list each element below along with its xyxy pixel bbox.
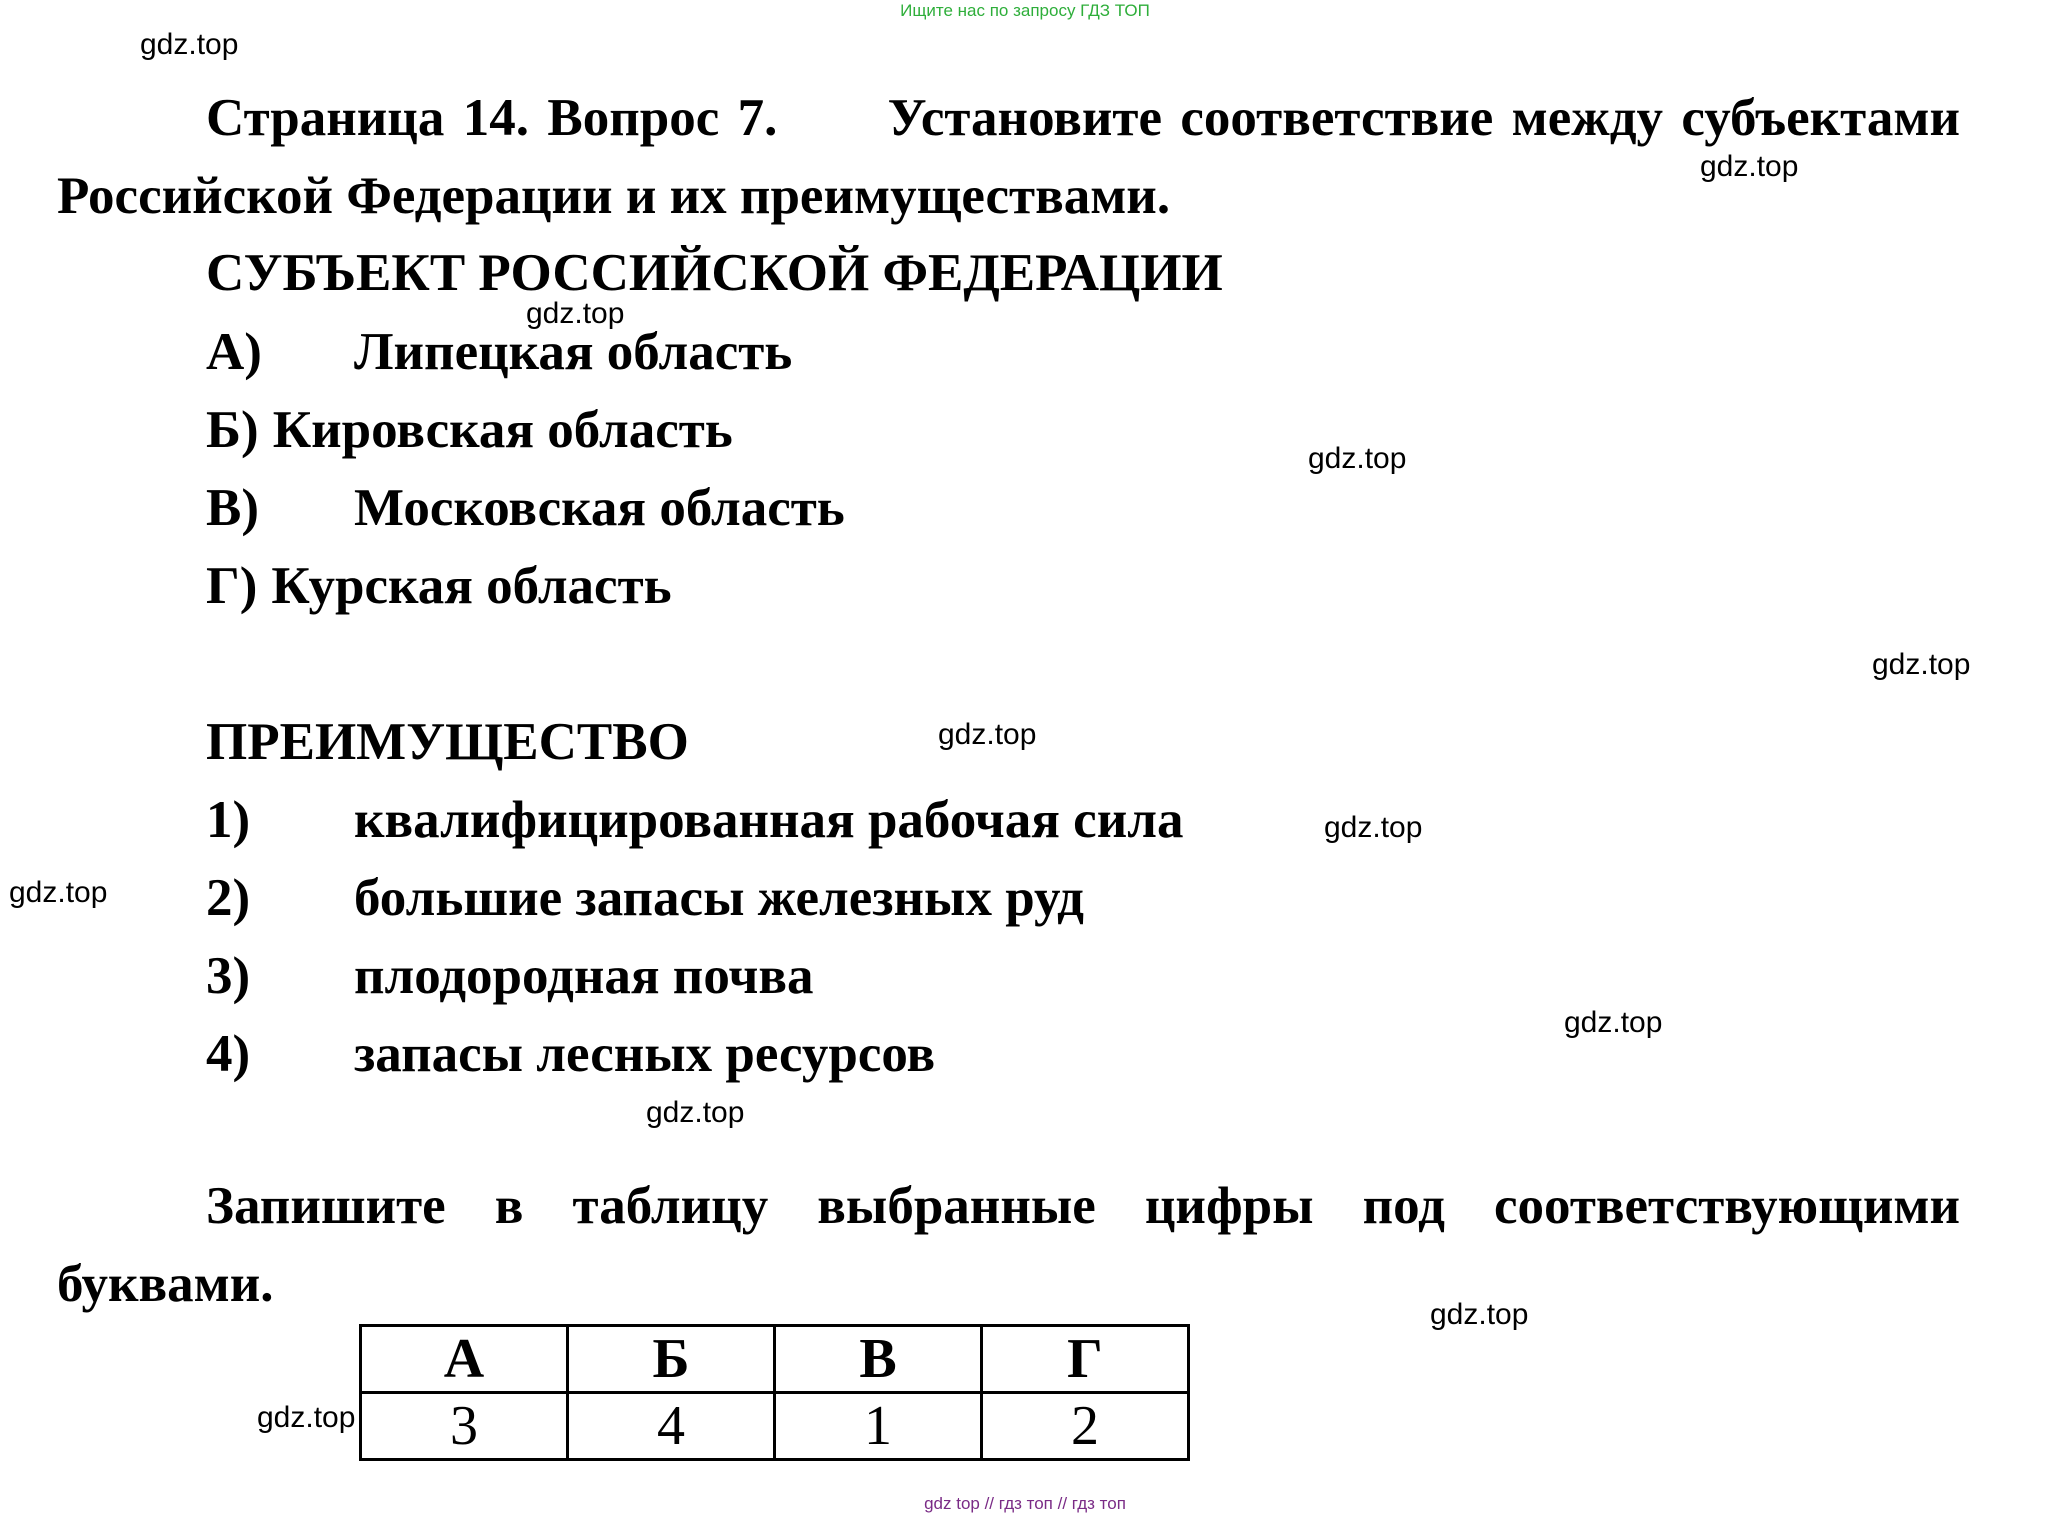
item-text: запасы лесных ресурсов bbox=[354, 1025, 936, 1083]
watermark: gdz.top bbox=[257, 1401, 356, 1434]
advantage-item bbox=[206, 1024, 935, 1084]
subject-item bbox=[206, 400, 733, 460]
subject-item bbox=[206, 556, 672, 616]
watermark: gdz.top bbox=[9, 876, 108, 909]
watermark: gdz.top bbox=[1430, 1298, 1529, 1331]
question-text: Установите соответствие между субъектами Российской Федерации и их преимуществами. bbox=[57, 89, 1960, 225]
value-cell: 3 bbox=[361, 1393, 568, 1460]
subject-item bbox=[206, 478, 845, 538]
item-text: Курская область bbox=[271, 557, 672, 615]
item-marker: В) bbox=[206, 479, 259, 537]
item-text: квалифицированная рабочая сила bbox=[354, 791, 1184, 849]
watermark: gdz.top bbox=[1564, 1006, 1663, 1039]
watermark: gdz.top bbox=[938, 718, 1037, 751]
advantages-heading: ПРЕИМУЩЕСТВО bbox=[206, 713, 689, 771]
watermark: gdz.top bbox=[140, 28, 239, 61]
item-marker: 2) bbox=[206, 869, 251, 927]
top-banner: Ищите нас по запросу ГДЗ ТОП bbox=[900, 1, 1150, 20]
item-text: большие запасы железных руд bbox=[354, 869, 1084, 927]
header-cell: А bbox=[361, 1326, 568, 1393]
question-title: Страница 14. Вопрос 7. bbox=[206, 89, 778, 147]
footer-text: gdz top // гдз топ // гдз топ bbox=[924, 1494, 1126, 1513]
header-cell: Г bbox=[982, 1326, 1189, 1393]
subject-item bbox=[206, 322, 792, 382]
item-text: Кировская область bbox=[272, 401, 733, 459]
question-paragraph bbox=[57, 79, 1960, 235]
watermark: gdz.top bbox=[1308, 442, 1407, 475]
watermark: gdz.top bbox=[1324, 811, 1423, 844]
item-marker: А) bbox=[206, 323, 262, 381]
advantage-item bbox=[206, 946, 813, 1006]
item-marker: 3) bbox=[206, 947, 251, 1005]
answer-table bbox=[359, 1324, 1190, 1461]
value-cell: 4 bbox=[568, 1393, 775, 1460]
subjects-heading: СУБЪЕКТ РОССИЙСКОЙ ФЕДЕРАЦИИ bbox=[206, 244, 1223, 302]
advantage-item bbox=[206, 790, 1183, 850]
advantage-item bbox=[206, 868, 1084, 928]
header-cell: В bbox=[775, 1326, 982, 1393]
item-text: Московская область bbox=[354, 479, 845, 537]
watermark: gdz.top bbox=[1700, 150, 1799, 183]
item-marker: 4) bbox=[206, 1025, 251, 1083]
value-cell: 2 bbox=[982, 1393, 1189, 1460]
item-marker: Б) bbox=[206, 401, 259, 459]
answer-value-row bbox=[361, 1393, 1189, 1460]
watermark: gdz.top bbox=[526, 297, 625, 330]
instruction-paragraph: Запишите в таблицу выбранные цифры под соответствующими буквами. bbox=[57, 1177, 1960, 1313]
watermark: gdz.top bbox=[646, 1096, 745, 1129]
value-cell: 1 bbox=[775, 1393, 982, 1460]
watermark: gdz.top bbox=[1872, 648, 1971, 681]
answer-header-row bbox=[361, 1326, 1189, 1393]
item-marker: 1) bbox=[206, 791, 251, 849]
header-cell: Б bbox=[568, 1326, 775, 1393]
item-text: Липецкая область bbox=[354, 323, 793, 381]
item-marker: Г) bbox=[206, 557, 258, 615]
item-text: плодородная почва bbox=[354, 947, 814, 1005]
